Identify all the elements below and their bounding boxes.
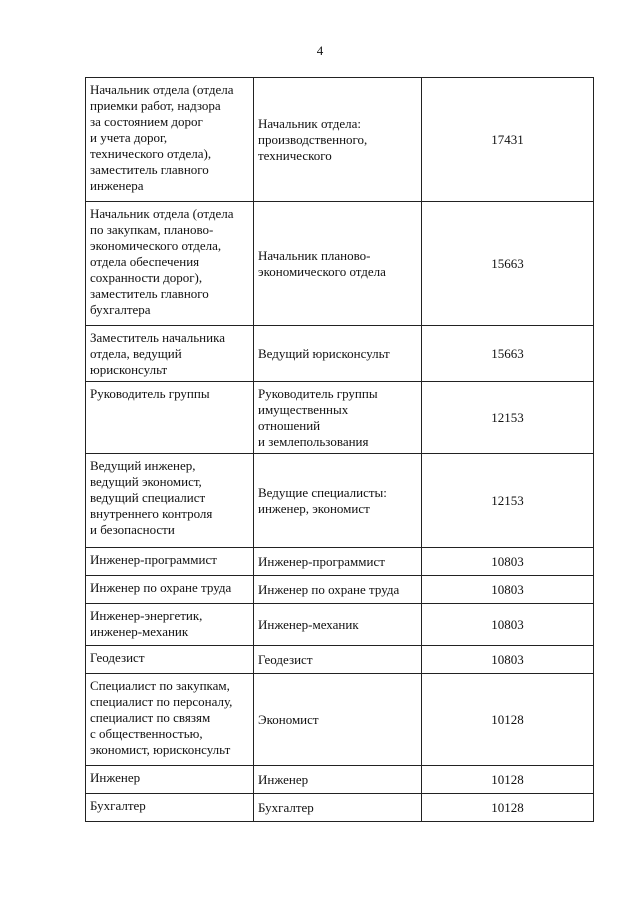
table-row	[86, 202, 594, 326]
category-cell: Инженер по охране труда	[254, 576, 422, 604]
table-row	[86, 674, 594, 766]
salary-cell: 15663	[422, 202, 594, 326]
table-row	[86, 326, 594, 382]
category-cell: Начальник отдела: производственного, технического	[254, 78, 422, 202]
salary-cell: 10803	[422, 576, 594, 604]
category-cell: Руководитель группы имущественных отношений и землепользования	[254, 382, 422, 454]
position-cell: Руководитель группы	[86, 382, 254, 454]
salary-cell: 10803	[422, 548, 594, 576]
salary-cell: 12153	[422, 382, 594, 454]
position-cell: Бухгалтер	[86, 794, 254, 822]
table-row	[86, 794, 594, 822]
page-number: 4	[316, 43, 324, 58]
salary-table	[85, 77, 594, 822]
position-cell: Геодезист	[86, 646, 254, 674]
table-row	[86, 604, 594, 646]
table-row	[86, 766, 594, 794]
category-cell: Инженер-механик	[254, 604, 422, 646]
salary-cell: 10803	[422, 604, 594, 646]
table-row	[86, 78, 594, 202]
category-cell: Инженер	[254, 766, 422, 794]
salary-cell: 10128	[422, 766, 594, 794]
table-row	[86, 454, 594, 548]
table-row	[86, 646, 594, 674]
position-cell: Начальник отдела (отдела приемки работ, надзора за состоянием дорог и учета дорог, технического отдела), заместитель главного инженера	[86, 78, 254, 202]
position-cell: Начальник отдела (отдела по закупкам, планово- экономического отдела, отдела обеспечения сохранности дорог), заместитель главного бухгалтера	[86, 202, 254, 326]
category-cell: Экономист	[254, 674, 422, 766]
position-cell: Ведущий инженер, ведущий экономист, ведущий специалист внутреннего контроля и безопасности	[86, 454, 254, 548]
position-cell: Инженер-программист	[86, 548, 254, 576]
salary-cell: 10128	[422, 794, 594, 822]
category-cell: Инженер-программист	[254, 548, 422, 576]
table-row	[86, 548, 594, 576]
salary-cell: 12153	[422, 454, 594, 548]
position-cell: Инженер-энергетик, инженер-механик	[86, 604, 254, 646]
category-cell: Геодезист	[254, 646, 422, 674]
table-row	[86, 382, 594, 454]
category-cell: Бухгалтер	[254, 794, 422, 822]
position-cell: Специалист по закупкам, специалист по персоналу, специалист по связям с общественностью, экономист, юрисконсульт	[86, 674, 254, 766]
salary-cell: 15663	[422, 326, 594, 382]
salary-cell: 17431	[422, 78, 594, 202]
position-cell: Инженер	[86, 766, 254, 794]
position-cell: Инженер по охране труда	[86, 576, 254, 604]
salary-cell: 10128	[422, 674, 594, 766]
table-row	[86, 576, 594, 604]
salary-cell: 10803	[422, 646, 594, 674]
position-cell: Заместитель начальника отдела, ведущий юрисконсульт	[86, 326, 254, 382]
category-cell: Начальник планово- экономического отдела	[254, 202, 422, 326]
category-cell: Ведущие специалисты: инженер, экономист	[254, 454, 422, 548]
category-cell: Ведущий юрисконсульт	[254, 326, 422, 382]
